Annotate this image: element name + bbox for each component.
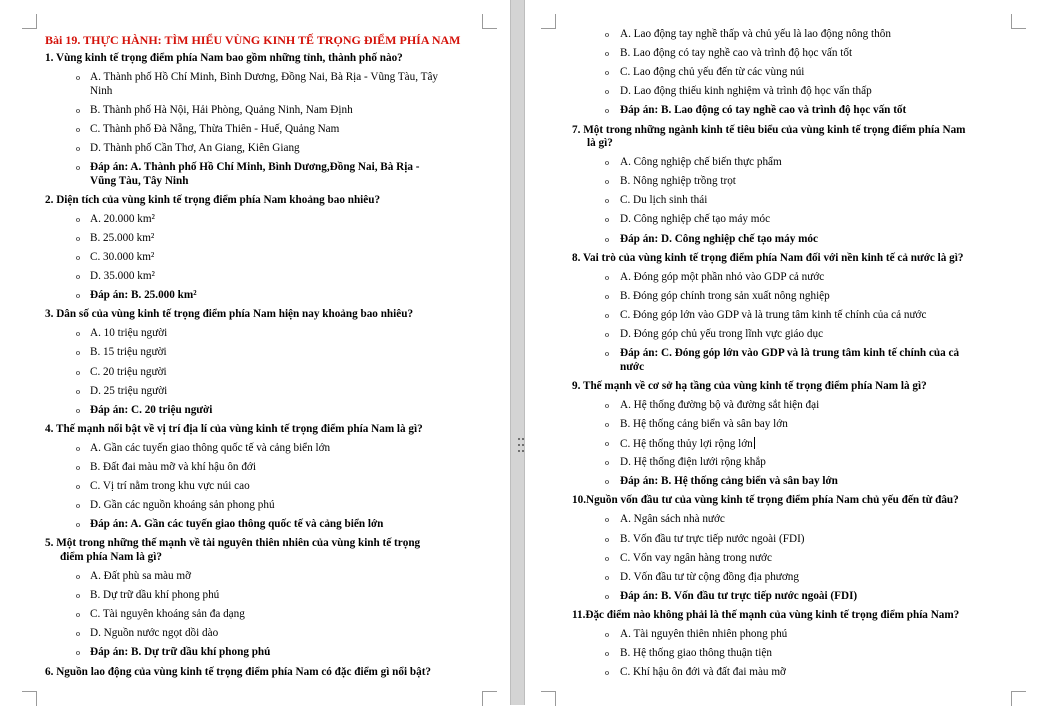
- option-text: C. Hệ thống thủy lợi rộng lớn: [620, 438, 753, 450]
- option-text: A. Gần các tuyến giao thông quốc tế và cảng biển lớn: [90, 441, 331, 454]
- answer-text: Đáp án: C. 20 triệu người: [90, 403, 213, 416]
- list-bullet-icon: o: [605, 458, 609, 468]
- option-text: A. Công nghiệp chế biến thực phẩm: [620, 156, 782, 169]
- list-bullet-icon: o: [605, 591, 609, 601]
- option-text: C. Tài nguyên khoáng sản đa dạng: [90, 608, 245, 621]
- crop-mark-bottom-left: [541, 691, 556, 706]
- option-text: A. Lao động tay nghề thấp và chủ yếu là lao động nông thôn: [620, 28, 891, 40]
- list-bullet-icon: o: [605, 106, 609, 116]
- answer-text-continued: Vũng Tàu, Tây Ninh: [90, 174, 189, 187]
- question-text: 4. Thế mạnh nổi bật về vị trí địa lí của vùng kinh tế trọng điểm phía Nam là gì?: [45, 422, 423, 435]
- crop-mark-bottom-right: [1011, 691, 1026, 706]
- option-text: B. Đóng góp chính trong sản xuất nông nghiệp: [620, 289, 830, 302]
- split-drag-handle-icon[interactable]: [518, 438, 524, 454]
- question-text: 7. Một trong những ngành kinh tế tiêu biểu của vùng kinh tế trọng điểm phía Nam: [572, 123, 966, 136]
- list-bullet-icon: o: [76, 163, 80, 172]
- list-bullet-icon: o: [76, 386, 80, 396]
- option-text: C. Khí hậu ôn đới và đất đai màu mỡ: [620, 666, 786, 679]
- crop-mark-top-left: [541, 14, 556, 29]
- list-bullet-icon: o: [605, 400, 609, 410]
- option-text: B. Thành phố Hà Nội, Hải Phòng, Quảng Ninh, Nam Định: [90, 103, 353, 116]
- option-text: C. Đóng góp lớn vào GDP và là trung tâm kinh tế chính của cả nước: [620, 308, 927, 321]
- list-bullet-icon: o: [605, 553, 609, 563]
- option-text: D. Hệ thống điện lưới rộng khắp: [620, 456, 766, 469]
- list-bullet-icon: o: [76, 629, 80, 639]
- list-bullet-icon: o: [605, 68, 609, 78]
- list-bullet-icon: o: [605, 330, 609, 339]
- list-bullet-icon: o: [76, 572, 80, 581]
- option-text: C. Vị trí nằm trong khu vực núi cao: [90, 480, 250, 493]
- option-text: A. 20.000 km²: [90, 212, 155, 225]
- question-text-continued: điểm phía Nam là gì?: [60, 550, 162, 563]
- question-text: 11.Đặc điểm nào không phải là thế mạnh của vùng kinh tế trọng điểm phía Nam?: [572, 608, 960, 621]
- option-text: B. Lao động có tay nghề cao và trình độ học vấn tốt: [620, 47, 853, 60]
- option-text: A. Thành phố Hồ Chí Minh, Bình Dương, Đồng Nai, Bà Rịa - Vũng Tàu, Tây: [90, 71, 439, 84]
- question-text-continued: là gì?: [587, 137, 613, 149]
- list-bullet-icon: o: [605, 649, 609, 659]
- list-bullet-icon: o: [605, 215, 609, 225]
- question-text: 5. Một trong những thế mạnh về tài nguyên thiên nhiên của vùng kinh tế trọng: [45, 537, 421, 550]
- list-bullet-icon: o: [605, 196, 609, 206]
- crop-mark-bottom-right: [482, 691, 497, 706]
- list-bullet-icon: o: [76, 272, 80, 281]
- list-bullet-icon: o: [605, 158, 609, 168]
- list-bullet-icon: o: [605, 30, 609, 39]
- list-bullet-icon: o: [76, 291, 80, 301]
- text-cursor: [754, 437, 755, 449]
- option-text: D. Lao động thiếu kinh nghiệm và trình độ học vấn thấp: [620, 85, 872, 98]
- list-bullet-icon: o: [605, 87, 609, 97]
- crop-mark-top-right: [482, 14, 497, 29]
- list-bullet-icon: o: [76, 520, 80, 530]
- list-bullet-icon: o: [605, 310, 609, 320]
- list-bullet-icon: o: [605, 49, 609, 59]
- question-text: 8. Vai trò của vùng kinh tế trọng điểm phía Nam đối với nền kinh tế cả nước là gì?: [572, 251, 964, 264]
- list-bullet-icon: o: [605, 477, 609, 487]
- option-text: C. Lao động chủ yếu đến từ các vùng núi: [620, 66, 805, 79]
- page-title: Bài 19. THỰC HÀNH: TÌM HIỂU VÙNG KINH TẾ TRỌNG ĐIỂM PHÍA NAM: [45, 33, 461, 47]
- list-bullet-icon: o: [605, 177, 609, 187]
- option-text: B. Vốn đầu tư trực tiếp nước ngoài (FDI): [620, 532, 805, 545]
- option-text: A. Hệ thống đường bộ và đường sắt hiện đại: [620, 398, 820, 411]
- page-gutter: [510, 0, 525, 705]
- option-text: B. Nông nghiệp trồng trọt: [620, 175, 736, 188]
- answer-text: Đáp án: A. Thành phố Hồ Chí Minh, Bình Dương,Đồng Nai, Bà Rịa -: [90, 161, 420, 173]
- option-text: D. Thành phố Cần Thơ, An Giang, Kiên Giang: [90, 141, 300, 154]
- list-bullet-icon: o: [605, 291, 609, 301]
- option-text: B. 25.000 km²: [90, 231, 155, 244]
- list-bullet-icon: o: [76, 214, 80, 224]
- list-bullet-icon: o: [76, 367, 80, 377]
- list-bullet-icon: o: [76, 443, 80, 453]
- list-bullet-icon: o: [76, 105, 80, 115]
- list-bullet-icon: o: [76, 143, 80, 153]
- option-text: A. Tài nguyên thiên nhiên phong phú: [620, 628, 788, 640]
- option-text: D. 35.000 km²: [90, 270, 155, 282]
- option-text: C. Du lịch sinh thái: [620, 194, 708, 207]
- option-text: D. Đóng góp chủ yếu trong lĩnh vực giáo dục: [620, 328, 824, 340]
- question-text: 2. Diện tích của vùng kinh tế trọng điểm phía Nam khoảng bao nhiêu?: [45, 193, 381, 206]
- option-text: C. Thành phố Đà Nẵng, Thừa Thiên - Huế, Quảng Nam: [90, 122, 340, 135]
- list-bullet-icon: o: [76, 405, 80, 415]
- document-page-right[interactable]: [525, 0, 1041, 705]
- list-bullet-icon: o: [76, 233, 80, 243]
- list-bullet-icon: o: [76, 124, 80, 134]
- option-text: C. 30.000 km²: [90, 250, 155, 263]
- question-text: 10.Nguồn vốn đầu tư của vùng kinh tế trọng điểm phía Nam chủ yếu đến từ đâu?: [572, 494, 959, 507]
- question-text: 9. Thế mạnh về cơ sở hạ tầng của vùng kinh tế trọng điểm phía Nam là gì?: [572, 379, 927, 392]
- list-bullet-icon: o: [605, 534, 609, 544]
- list-bullet-icon: o: [605, 419, 609, 429]
- option-text: C. 20 triệu người: [90, 365, 167, 378]
- crop-mark-bottom-left: [22, 691, 37, 706]
- crop-mark-top-left: [22, 14, 37, 29]
- answer-text: Đáp án: B. Vốn đầu tư trực tiếp nước ngoài (FDI): [620, 589, 858, 602]
- option-text: D. Nguồn nước ngọt dồi dào: [90, 627, 219, 640]
- list-bullet-icon: o: [605, 234, 609, 244]
- list-bullet-icon: o: [76, 252, 80, 262]
- list-bullet-icon: o: [605, 630, 609, 639]
- option-text: D. Công nghiệp chế tạo máy móc: [620, 213, 771, 226]
- list-bullet-icon: o: [76, 501, 80, 511]
- answer-text: Đáp án: A. Gần các tuyến giao thông quốc tế và cảng biển lớn: [90, 518, 384, 531]
- list-bullet-icon: o: [605, 668, 609, 678]
- question-text: 6. Nguồn lao động của vùng kinh tế trọng điểm phía Nam có đặc điểm gì nổi bật?: [45, 665, 432, 678]
- option-text: B. 15 triệu người: [90, 346, 167, 359]
- answer-text: Đáp án: B. Hệ thống cảng biển và sân bay lớn: [620, 475, 838, 488]
- option-text: A. Đóng góp một phần nhỏ vào GDP cả nước: [620, 270, 825, 283]
- option-text: D. Gần các nguồn khoáng sản phong phú: [90, 499, 275, 512]
- option-text: A. Ngân sách nhà nước: [620, 513, 725, 526]
- option-text: B. Đất đai màu mỡ và khí hậu ôn đới: [90, 461, 256, 473]
- list-bullet-icon: o: [76, 329, 80, 339]
- answer-text-continued: nước: [620, 360, 645, 373]
- list-bullet-icon: o: [605, 439, 609, 448]
- list-bullet-icon: o: [76, 348, 80, 358]
- answer-text: Đáp án: B. Dự trữ dầu khí phong phú: [90, 646, 271, 659]
- list-bullet-icon: o: [76, 73, 80, 83]
- list-bullet-icon: o: [605, 572, 609, 582]
- list-bullet-icon: o: [76, 463, 80, 472]
- list-bullet-icon: o: [605, 272, 609, 282]
- option-text: A. Đất phù sa màu mỡ: [90, 570, 191, 582]
- option-text: B. Hệ thống giao thông thuận tiện: [620, 647, 772, 660]
- list-bullet-icon: o: [76, 648, 80, 658]
- list-bullet-icon: o: [76, 591, 80, 601]
- option-text: B. Dự trữ dầu khí phong phú: [90, 589, 220, 602]
- list-bullet-icon: o: [605, 515, 609, 525]
- answer-text: Đáp án: B. Lao động có tay nghề cao và trình độ học vấn tốt: [620, 104, 907, 117]
- question-text: 1. Vùng kinh tế trọng điểm phía Nam bao gồm những tỉnh, thành phố nào?: [45, 52, 403, 64]
- option-text: B. Hệ thống cảng biển và sân bay lớn: [620, 417, 788, 430]
- list-bullet-icon: o: [76, 610, 80, 620]
- question-text: 3. Dân số của vùng kinh tế trọng điểm phía Nam hiện nay khoảng bao nhiêu?: [45, 308, 414, 321]
- option-text: D. Vốn đầu tư từ cộng đồng địa phương: [620, 570, 799, 583]
- document-page-left[interactable]: [0, 0, 510, 705]
- list-bullet-icon: o: [605, 349, 609, 359]
- option-text: D. 25 triệu người: [90, 384, 168, 397]
- option-text: C. Vốn vay ngân hàng trong nước: [620, 551, 772, 564]
- list-bullet-icon: o: [76, 482, 80, 492]
- answer-text: Đáp án: C. Đóng góp lớn vào GDP và là trung tâm kinh tế chính của cả: [620, 347, 960, 360]
- answer-text: Đáp án: B. 25.000 km²: [90, 289, 197, 302]
- answer-text: Đáp án: D. Công nghiệp chế tạo máy móc: [620, 232, 818, 245]
- option-text-continued: Ninh: [90, 84, 113, 97]
- crop-mark-top-right: [1011, 14, 1026, 29]
- option-text: A. 10 triệu người: [90, 327, 168, 340]
